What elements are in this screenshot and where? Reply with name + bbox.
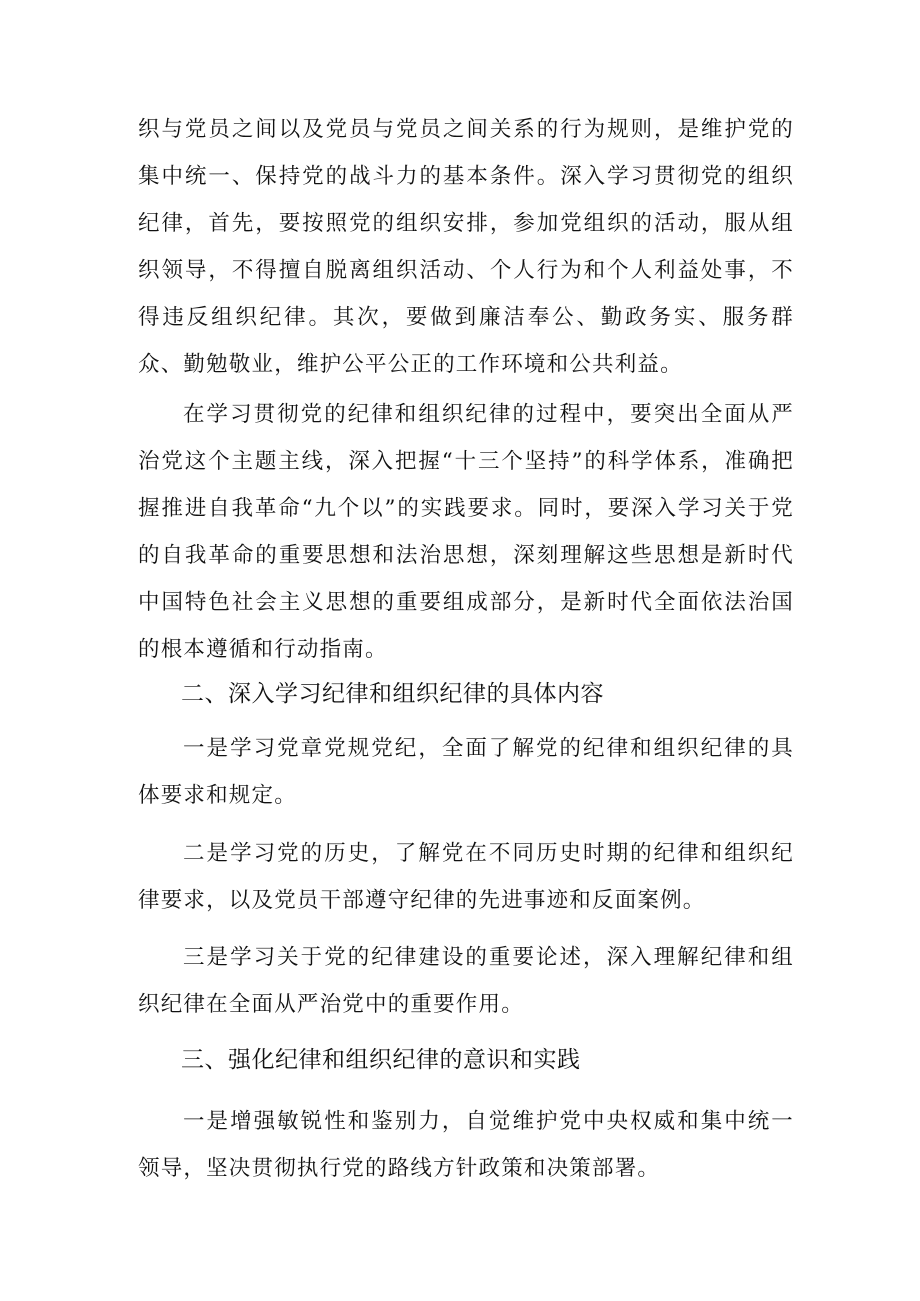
paragraph-strict-governance: 在学习贯彻党的纪律和组织纪律的过程中，要突出全面从严治党这个主题主线，深入把握“十三个坚持”的科学体系，准确把握推进自我革命“九个以”的实践要求。同时，要深入学习关于党的自我革命的重要思想和法治思想，深刻理解这些思想是新时代中国特色社会主义思想的重要组成部分，是新时代全面依法治国的根本遵循和行动指南。 bbox=[138, 402, 794, 662]
section-2-item-3: 三是学习关于党的纪律建设的重要论述，深入理解纪律和组织纪律在全面从严治党中的重要作用。 bbox=[138, 945, 794, 1017]
section-2-item-1: 一是学习党章党规党纪，全面了解党的纪律和组织纪律的具体要求和规定。 bbox=[138, 736, 794, 808]
section-2-heading: 二、深入学习纪律和组织纪律的具体内容 bbox=[181, 681, 604, 707]
paragraph-organizational-discipline: 织与党员之间以及党员与党员之间关系的行为规则，是维护党的集中统一、保持党的战斗力的基本条件。深入学习贯彻党的组织纪律，首先，要按照党的组织安排，参加党组织的活动，服从组织领导，不得擅自脱离组织活动、个人行为和个人利益处事，不得违反组织纪律。其次，要做到廉洁奉公、勤政务实、服务群众、勤勉敬业，维护公平公正的工作环境和公共利益。 bbox=[138, 117, 794, 377]
section-3-item-1: 一是增强敏锐性和鉴别力，自觉维护党中央权威和集中统一领导，坚决贯彻执行党的路线方针政策和决策部署。 bbox=[138, 1109, 794, 1181]
section-3-heading: 三、强化纪律和组织纪律的意识和实践 bbox=[181, 1047, 581, 1073]
section-2-item-2: 二是学习党的历史，了解党在不同历史时期的纪律和组织纪律要求，以及党员干部遵守纪律的先进事迹和反面案例。 bbox=[138, 841, 794, 913]
